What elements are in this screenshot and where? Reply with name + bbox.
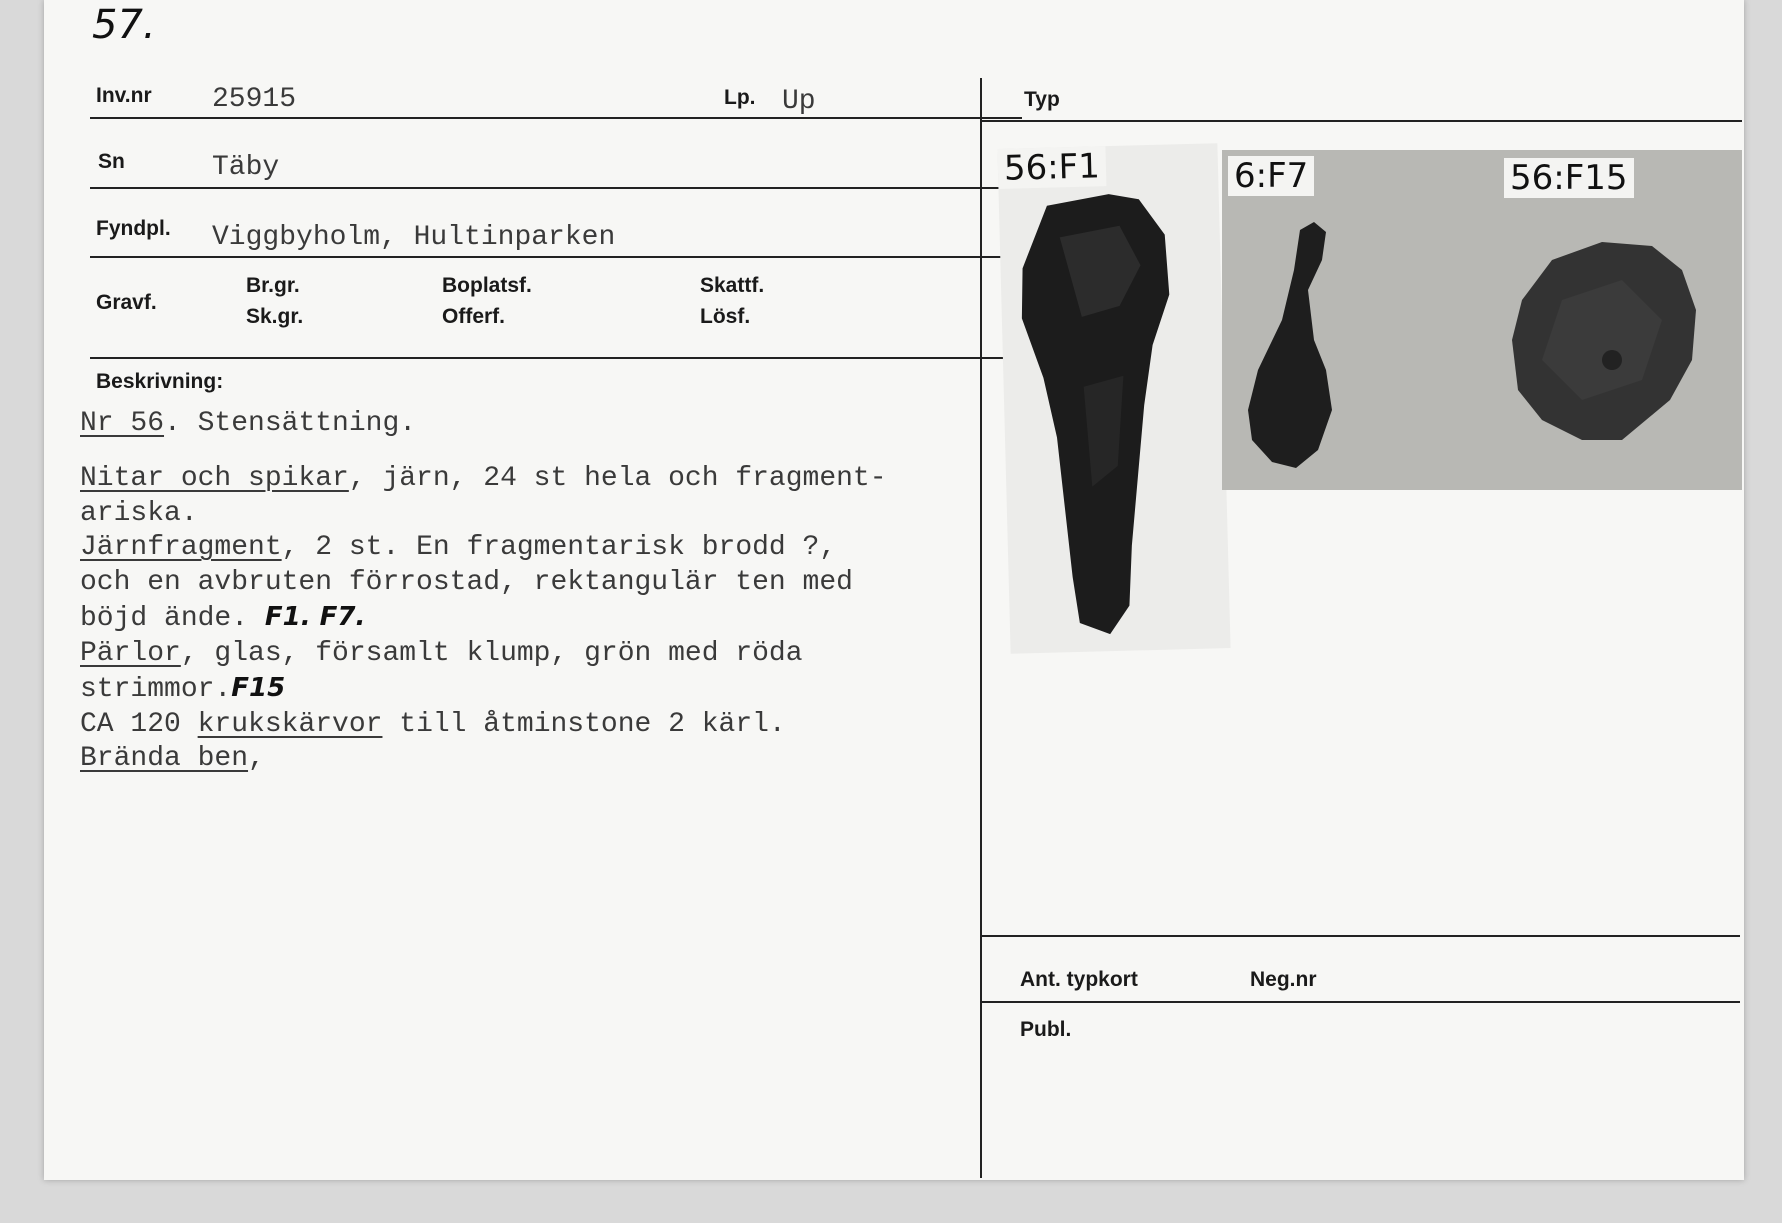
description-text: , järn, 24 st hela och fragment- [348, 463, 887, 494]
losf-label: Lösf. [700, 305, 751, 328]
gravf-label: Gravf. [96, 291, 157, 314]
description-line [80, 462, 980, 497]
boplatsf-label: Boplatsf. [442, 274, 532, 297]
artifact-photo-f1 [997, 143, 1230, 654]
description-line [80, 600, 980, 637]
artifacts-image [1222, 150, 1742, 490]
sn-value: Täby [212, 152, 280, 183]
offerf-label: Offerf. [442, 305, 505, 328]
description-text: ariska. [80, 497, 198, 529]
description-heading: Järnfragment [80, 532, 282, 563]
description-line [80, 566, 980, 601]
description-text: CA 120 [80, 708, 198, 740]
negnr-label: Neg.nr [1250, 968, 1317, 991]
photo-label-f1: 56:F1 [997, 146, 1106, 189]
lp-label: Lp. [724, 86, 756, 109]
typ-label: Typ [1024, 88, 1060, 111]
rule-center [980, 78, 982, 1178]
lp-value: Up [782, 86, 816, 117]
rule-ant-typkort [982, 935, 1740, 937]
artifact-photo-f7-f15 [1222, 150, 1742, 490]
handwritten-note: F15 [231, 673, 286, 703]
description-text: och en avbruten förrostad, rektangulär ten med [80, 566, 853, 598]
description-nr: Nr 56 [80, 408, 165, 439]
description-line [80, 708, 980, 743]
description-heading: krukskärvor [197, 708, 383, 740]
description-heading: Brända ben [80, 743, 249, 774]
rule-typ [982, 120, 1742, 122]
rule-publ [982, 1001, 1740, 1003]
description-nr-rest: . Stensättning. [164, 408, 417, 439]
description-heading: Pärlor [80, 637, 181, 669]
rule-sn [90, 187, 1022, 189]
description-line [80, 637, 980, 672]
ant-typkort-label: Ant. typkort [1020, 968, 1138, 991]
sn-label: Sn [98, 150, 125, 173]
description-text: , 2 st. En fragmentarisk brodd ?, [281, 532, 837, 563]
description-text: böjd ände. [80, 603, 265, 634]
description-line [80, 531, 980, 566]
photo-label-f7: 6:F7 [1228, 156, 1314, 196]
rule-gravf [90, 357, 1022, 359]
rule-fyndpl [90, 256, 1022, 258]
photo-label-f15: 56:F15 [1504, 158, 1634, 198]
fyndpl-value: Viggbyholm, Hultinparken [212, 222, 616, 253]
publ-label: Publ. [1020, 1018, 1072, 1041]
brgr-label: Br.gr. [246, 274, 300, 297]
catalog-card [44, 0, 1744, 1180]
handwritten-note: F1. F7. [264, 602, 366, 632]
description-text: , [248, 743, 265, 774]
description-line [80, 497, 980, 532]
description-heading: Nitar och spikar [80, 463, 349, 494]
card-number: 57. [92, 2, 156, 48]
skattf-label: Skattf. [700, 274, 765, 297]
rule-invnr [90, 117, 1022, 119]
description-body [80, 462, 980, 777]
description-text: till åtminstone 2 kärl. [382, 708, 786, 740]
inv-label: Inv.nr [96, 84, 152, 107]
description-line [80, 742, 980, 777]
description-text: , glas, församlt klump, grön med röda [180, 637, 803, 669]
iron-fragment-image [997, 143, 1230, 654]
skgr-label: Sk.gr. [246, 305, 304, 328]
description-line [80, 671, 980, 708]
inv-value: 25915 [212, 84, 297, 115]
beskrivning-label: Beskrivning: [96, 370, 224, 393]
description-first-line [80, 408, 416, 439]
description-text: strimmor. [80, 674, 232, 705]
fyndpl-label: Fyndpl. [96, 217, 171, 240]
